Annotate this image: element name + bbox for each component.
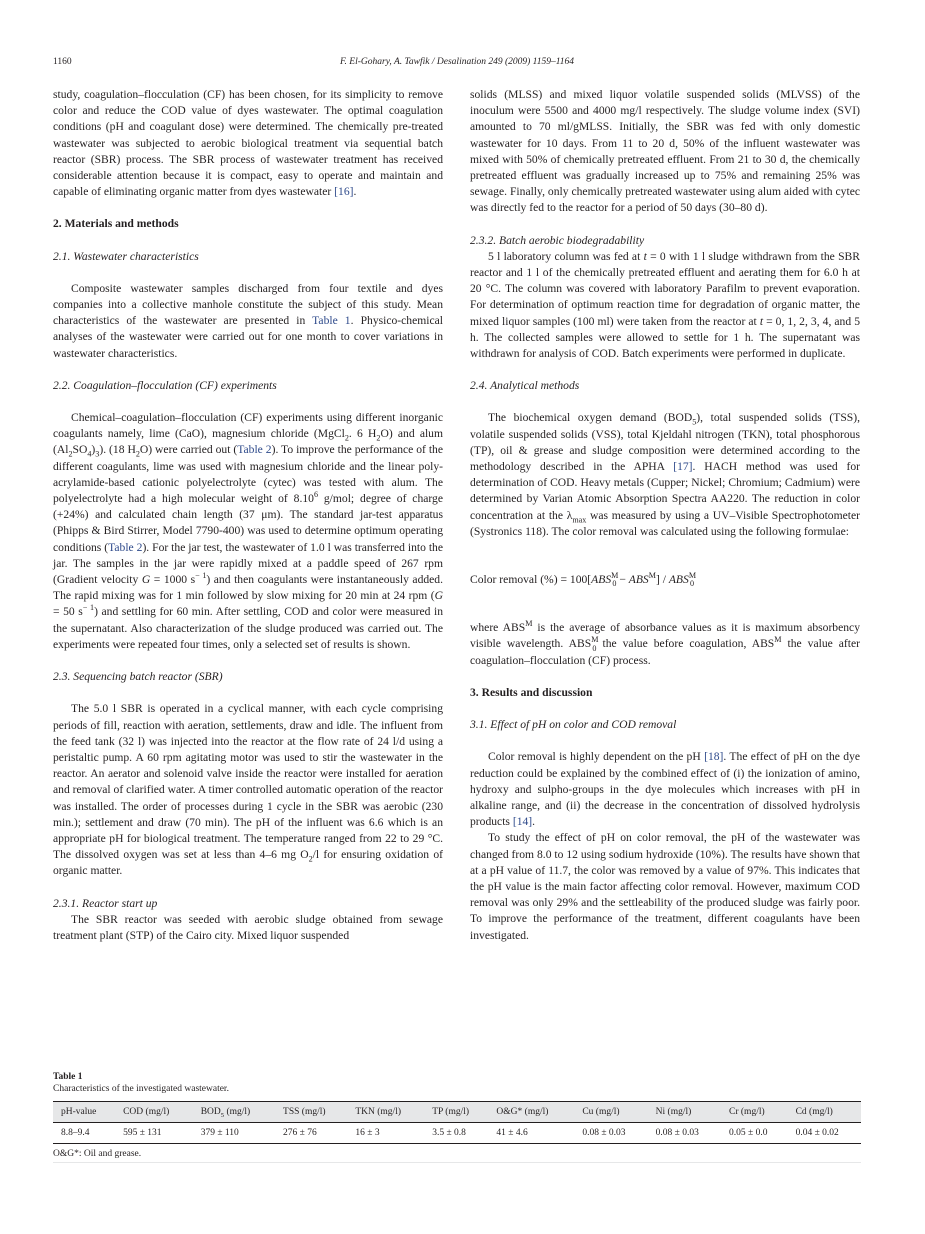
th-cod: COD (mg/l) <box>115 1102 193 1123</box>
td-og: 41 ± 4.6 <box>488 1123 574 1144</box>
th-bod: $BOD_5$ (mg/l) <box>193 1102 275 1123</box>
td-tss: 276 ± 76 <box>275 1123 347 1144</box>
table-caption: Characteristics of the investigated wastewater. <box>53 1084 229 1094</box>
running-header <box>53 57 861 71</box>
td-cod: 595 ± 131 <box>115 1123 193 1144</box>
ref-17-link[interactable]: [17] <box>673 460 693 474</box>
section-heading-materials: 2. Materials and methods <box>53 217 179 231</box>
ref-14-link[interactable]: [14] <box>512 815 533 829</box>
subsection-heading-wastewater: 2.1. Wastewater characteristics <box>53 249 199 263</box>
th-ph: pH-value <box>53 1102 115 1123</box>
subsection-heading-cf: 2.2. Coagulation–flocculation (CF) experiments <box>53 378 277 392</box>
ph-paragraph-2: To study the effect of pH on color removal, the pH of the wastewater was changed from 8.0 to 12 using sodium hydroxide (10%). The results have shown that at a pH value of 11.7, the color was removed by a value of 97%. This indicates that the pH value is the main factor affecting color removal. However, maximum COD removal was only 29% and the settleability of the produced sludge was fairly poor. To improve the performance of the treatment, different coagulants have been investigated. <box>470 831 860 942</box>
cf-paragraph: Chemical–coagulation–flocculation (CF) experiments using different inorganic coagulants namely, lime (CaO), magnesium chloride (MgCl$_2$. 6 $H_2O$) and alum $(Al_2SO_4)_3$). (18 $H_2O$) were carried out (Table 2). To improve the performance of the different coagulants, lime was used with magnesium chloride and the linear poly-acrylamide-based cationic polyelectrolyte (cytec) was tested with alum. The polyelectrolyte had a high molecular weight of 8.10$^6$ g/mol; degree of charge (+24%) and calculated chain length (37 μm). The standard jar-test apparatus (Phipps & Bird Stirrer, Model 7790-400) was used to determine optimum operating conditions (Table 2). For the jar test, the wastewater of 1.0 l was transferred into the jar. The samples in the jar were rapidly mixed at a paddle speed of 267 rpm (Gradient velocity G = 1000 $s^{- 1}$) and then coagulants were instantaneously added. The rapid mixing was for 1 min followed by slow mixing for 20 min at 24 rpm (G = 50 $s^{- 1}$) and settling for 60 min. After settling, COD and color were measured in the supernatant. Also characterization of the sludge produced was carried out. The experiments were repeated four times, only a selected set of results is shown. <box>53 411 443 651</box>
intro-paragraph: study, coagulation–flocculation (CF) has been chosen, for its simplicity to remove color and reduce the COD value of dyes wastewater. The optimal coagulation conditions (pH and coagulant dose) were determined. The chemically pre-treated wastewater was subjected to aerobic biological treatment via sequential batch reactor (SBR) process. The SBR process of wastewater treatment has received considerable attention because it is compact, easy to operate and maintain and capable of eliminating organic matter from dyes wastewater [16]. <box>53 88 443 199</box>
td-bod: 379 ± 110 <box>193 1123 275 1144</box>
subsection-heading-ph: 3.1. Effect of pH on color and COD removal <box>470 718 677 732</box>
ref-16-link[interactable]: [16] <box>334 185 354 199</box>
subsection-heading-sbr: 2.3. Sequencing batch reactor (SBR) <box>53 670 223 684</box>
td-cr: 0.05 ± 0.0 <box>721 1123 788 1144</box>
batch-paragraph: 5 l laboratory column was fed at t = 0 with 1 l sludge withdrawn from the SBR reactor and 1 l of the chemically pretreated effluent and aerating them for 6.0 h at 20 °C. The column was covered with laboratory Parafilm to prevent evaporation. For determination of optimum reaction time for degradation of organic matter, the mixed liquor samples (100 ml) were taken from the reactor at t = 0, 1, 2, 3, 4, and 5 h. The collected samples were allowed to settle for 1 h. The supernatant was withdrawn for analysis of COD. Batch experiments were performed in duplicate. <box>470 249 860 361</box>
td-tp: 3.5 ± 0.8 <box>424 1123 488 1144</box>
th-tp: TP (mg/l) <box>424 1102 488 1123</box>
section-heading-results: 3. Results and discussion <box>470 685 593 699</box>
subsection-heading-analytical: 2.4. Analytical methods <box>470 379 580 393</box>
td-cd: 0.04 ± 0.02 <box>788 1123 861 1144</box>
journal-citation: F. El-Gohary, A. Tawfik / Desalination 249 (2009) 1159–1164 <box>339 57 575 67</box>
th-og: O&G* (mg/l) <box>488 1102 574 1123</box>
table-1 <box>53 1071 861 1163</box>
th-cr: Cr (mg/l) <box>721 1102 788 1123</box>
ref-18-link[interactable]: [18] <box>704 750 724 764</box>
table-header-row <box>53 1102 861 1123</box>
startup-continued-paragraph: solids (MLSS) and mixed liquor volatile suspended solids (MLVSS) of the inoculum were 5500 and 4000 mg/l respectively. The sludge volume index (SVI) amounted to 70 ml/gMLSS. Initially, the SBR was fed with only domestic wastewater for 10 days. From 11 to 20 d, 50% of the influent wastewater was mixed with 50% of chemically pretreated effluent. From 21 to 30 d, the chemically pretreated effluent was gradually increased up to 75% and remaining 25% was sewage. Finally, only chemically pretreated wastewater using alum aided with cytec was directly fed to the reactor for a period of 50 days (30–80 d). <box>470 88 860 215</box>
wastewater-table <box>53 1101 861 1144</box>
th-ni: Ni (mg/l) <box>648 1102 721 1123</box>
td-ph: 8.8–9.4 <box>53 1123 115 1144</box>
page-number: 1160 <box>53 57 72 67</box>
where-paragraph: where $ABS^M$ is the average of absorbance values as it is maximum absorbency visible wavelength. $ABS^M_0$ the value before coagulation, $ABS^M$ the value after coagulation–flocculation (CF) process. <box>470 619 860 667</box>
left-column <box>53 87 443 944</box>
table-2-link[interactable]: Table 2 <box>237 443 272 457</box>
right-column <box>470 87 860 944</box>
table-row <box>53 1123 861 1144</box>
td-tkn: 16 ± 3 <box>347 1123 424 1144</box>
th-cu: Cu (mg/l) <box>574 1102 647 1123</box>
td-cu: 0.08 ± 0.03 <box>574 1123 647 1144</box>
sbr-paragraph: The 5.0 l SBR is operated in a cyclical manner, with each cycle comprising periods of fill, reaction with aeration, settlements, draw and idle. The influent from the feed tank (32 l) was injected into the reactor at the flow rate of 24 l/d using a peristaltic pump. A 60 rpm agitating motor was used to stir the wastewater in the reactor. An aerator and solenoid valve inside the reactor were installed for aeration and removal of clarified water. A timer controlled automatic operation of the reactor was installed. The order of processes during 1 cycle in the SBR was aerobic (230 min.); settlement and draw (70 min). The pH of the influent was 6.6 which is an appropriate pH for biological treatment. The temperature ranged from 22 to 29 °C. The dissolved oxygen was set at less than 4–6 mg $O_2/l$ for ensuring oxidation of organic matter. <box>53 702 443 878</box>
ph-paragraph-1: Color removal is highly dependent on the pH [18]. The effect of pH on the dye reduction could be explained by the combined effect of (i) the ionization of amino, hydroxy and sulpho-groups in the dye molecules which increases with pH in alkaline range, and (ii) the decrease in the concentration of dissolved hydrolysis products [14]. <box>470 750 861 829</box>
startup-paragraph: The SBR reactor was seeded with aerobic sludge obtained from sewage treatment plant (STP) of the Cairo city. Mixed liquor suspended <box>53 912 443 942</box>
wastewater-paragraph: Composite wastewater samples discharged from four textile and dyes companies into a collective manhole constitute the subject of this study. Mean characteristics of the wastewater are presented in Table 1. Physico-chemical analyses of the wastewater were carried out for one month to cover variations in wastewater characteristics. <box>53 281 443 360</box>
table-1-link[interactable]: Table 1 <box>312 314 351 328</box>
table-footnote: O&G*: Oil and grease. <box>53 1144 861 1163</box>
td-ni: 0.08 ± 0.03 <box>648 1123 721 1144</box>
th-tss: TSS (mg/l) <box>275 1102 347 1123</box>
th-tkn: TKN (mg/l) <box>347 1102 424 1123</box>
color-removal-formula: Color removal (%) = $100[ABS^M_0 - ABS^M] / ABS^M_0$ <box>470 571 697 589</box>
subsubsection-heading-startup: 2.3.1. Reactor start up <box>53 896 158 910</box>
th-cd: Cd (mg/l) <box>788 1102 861 1123</box>
table-2-link-2[interactable]: Table 2 <box>108 540 143 554</box>
analytical-paragraph: The biochemical oxygen demand $(BOD_5)$, total suspended solids (TSS), volatile suspended solids (VSS), total Kjeldahl nitrogen (TKN), total phosphorous (TP), oil & grease and sludge composition were determined according to the methodology described in the APHA [17]. HACH method was used for determination of COD. Heavy metals (Cupper; Nickel; Chromium; Cadmium) were determined by Varian Atomic Absorption Spectra AA220. The reduction in color concentration at the $\lambda_{max}$ was measured by using a UV–Visible Spectrophotometer (Systronics 118). The color removal was calculated using the following formulae: <box>470 411 860 538</box>
table-label: Table 1 <box>53 1072 83 1082</box>
subsubsection-heading-batch: 2.3.2. Batch aerobic biodegradability <box>470 233 645 247</box>
